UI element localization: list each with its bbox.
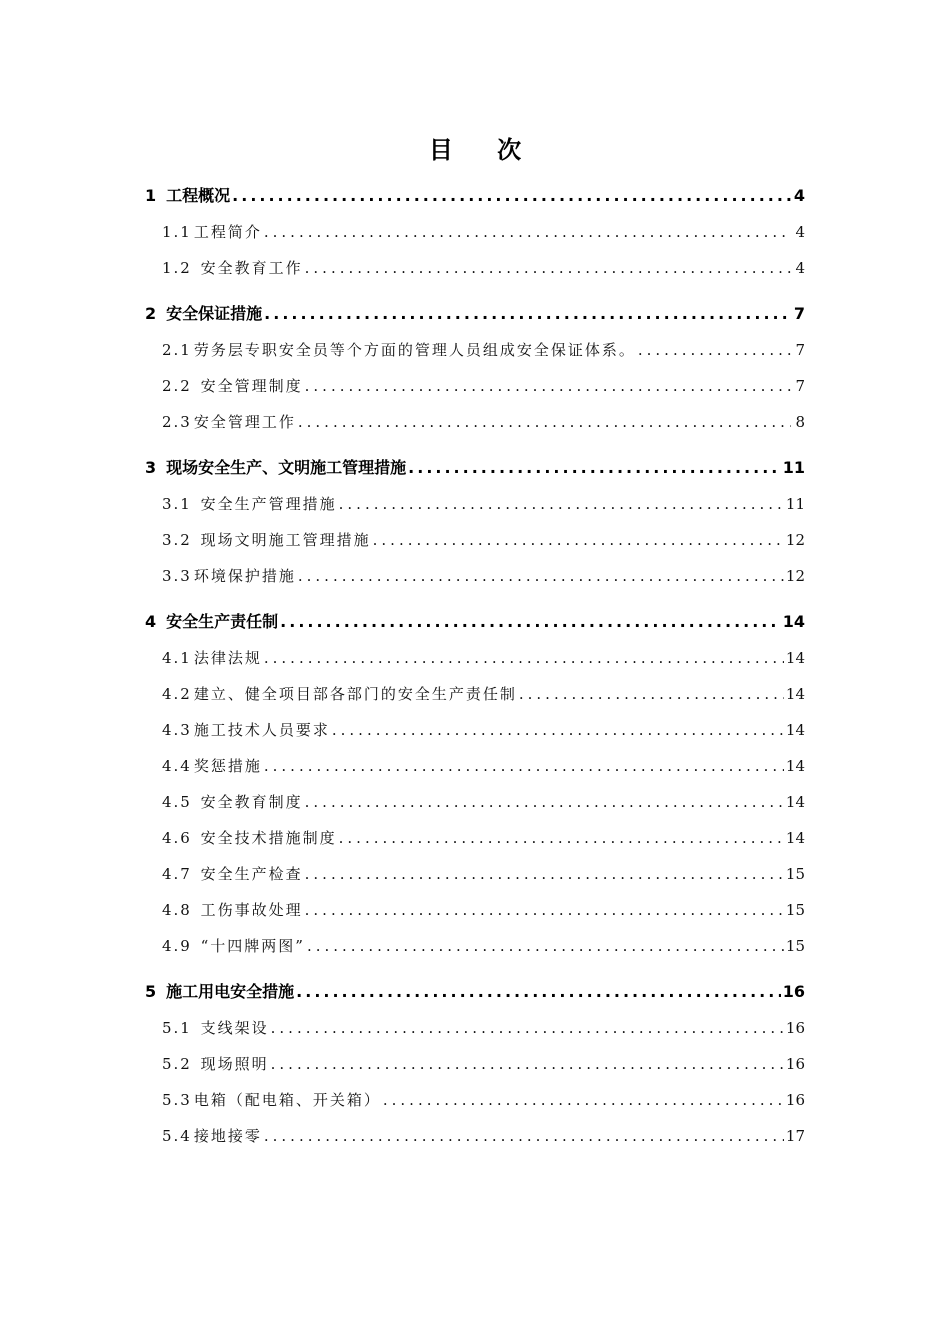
toc-page-number: 7 — [795, 377, 805, 395]
toc-section-entry[interactable] — [145, 214, 805, 250]
toc-page-number: 16 — [782, 982, 805, 1001]
toc-entry-label — [162, 856, 303, 892]
toc-leader-dots — [373, 522, 784, 558]
toc-leader-dots — [280, 604, 781, 640]
toc-entry-number: 4 — [145, 612, 157, 631]
toc-entry-text: “十四牌两图” — [193, 937, 305, 955]
toc-entry-label — [162, 1118, 262, 1154]
toc-page-number: 8 — [795, 413, 805, 431]
toc-entry-label — [162, 368, 303, 404]
toc-entry-number: 5.2 — [162, 1055, 192, 1073]
toc-page-number: 7 — [795, 341, 805, 359]
toc-section-entry[interactable] — [145, 892, 805, 928]
toc-page-number: 16 — [785, 1019, 805, 1037]
toc-entry-number: 4.7 — [162, 865, 192, 883]
toc-page-number: 4 — [793, 186, 805, 205]
toc-entry-text: 安全管理工作 — [193, 413, 296, 431]
toc-section-entry[interactable] — [145, 1046, 805, 1082]
toc-entry-text: 安全教育工作 — [193, 259, 303, 277]
toc-page-number: 14 — [785, 757, 805, 775]
toc-entry-label — [162, 820, 337, 856]
toc-page-number: 15 — [785, 865, 805, 883]
toc-page-number: 11 — [785, 495, 805, 513]
toc-entry-number: 1 — [145, 186, 157, 205]
toc-leader-dots — [264, 640, 784, 676]
toc-entry-number: 2 — [145, 304, 157, 323]
toc-leader-dots — [305, 784, 784, 820]
toc-entry-text: 施工用电安全措施 — [166, 982, 295, 1001]
toc-leader-dots — [264, 214, 791, 250]
toc-entry-label — [162, 892, 303, 928]
toc-entry-number: 4.5 — [162, 793, 192, 811]
toc-page-number: 15 — [785, 937, 805, 955]
toc-entry-text: 奖惩措施 — [193, 757, 262, 775]
toc-entry-label — [162, 676, 517, 712]
toc-entry-label — [162, 332, 636, 368]
toc-leader-dots — [264, 1118, 784, 1154]
toc-entry-label — [162, 558, 296, 594]
toc-section-entry[interactable] — [145, 522, 805, 558]
toc-section-entry[interactable] — [145, 856, 805, 892]
toc-entry-number: 4.9 — [162, 937, 192, 955]
toc-leader-dots — [339, 486, 784, 522]
toc-section-entry[interactable] — [145, 250, 805, 286]
toc-entry-text: 施工技术人员要求 — [193, 721, 330, 739]
toc-page-number: 4 — [795, 259, 805, 277]
toc-page-number: 16 — [785, 1055, 805, 1073]
toc-page-number: 14 — [785, 685, 805, 703]
toc-entry-number: 4.1 — [162, 649, 192, 667]
toc-page-number: 14 — [785, 793, 805, 811]
toc-entry-number: 1.2 — [162, 259, 192, 277]
toc-entry-text: 安全技术措施制度 — [193, 829, 337, 847]
toc-entry-text: 支线架设 — [193, 1019, 269, 1037]
toc-section-entry[interactable] — [145, 558, 805, 594]
toc-leader-dots — [305, 250, 791, 286]
toc-entry-number: 2.1 — [162, 341, 192, 359]
toc-entry-label — [162, 250, 303, 286]
toc-section-entry[interactable] — [145, 332, 805, 368]
toc-leader-dots — [298, 404, 791, 440]
toc-section-entry[interactable] — [145, 712, 805, 748]
toc-leader-dots — [339, 820, 784, 856]
toc-entry-text: 安全保证措施 — [166, 304, 263, 323]
toc-entry-number: 2.2 — [162, 377, 192, 395]
toc-chapter-entry[interactable] — [145, 178, 805, 214]
toc-entry-number: 4.2 — [162, 685, 192, 703]
toc-leader-dots — [305, 892, 784, 928]
toc-leader-dots — [305, 856, 784, 892]
toc-leader-dots — [408, 450, 781, 486]
toc-entry-text: 电箱（配电箱、开关箱） — [193, 1091, 381, 1109]
toc-entry-label — [162, 1082, 381, 1118]
toc-leader-dots — [383, 1082, 784, 1118]
toc-page-number: 12 — [785, 567, 805, 585]
toc-section-entry[interactable] — [145, 1010, 805, 1046]
toc-entry-number: 5.3 — [162, 1091, 192, 1109]
toc-entry-text: 安全生产管理措施 — [193, 495, 337, 513]
toc-page-number: 14 — [785, 829, 805, 847]
toc-entry-number: 3.2 — [162, 531, 192, 549]
toc-section-entry[interactable] — [145, 784, 805, 820]
toc-entry-number: 5.1 — [162, 1019, 192, 1037]
toc-entry-text: 劳务层专职安全员等个方面的管理人员组成安全保证体系。 — [193, 341, 636, 359]
toc-page-number: 11 — [782, 458, 805, 477]
toc-entry-label — [162, 748, 262, 784]
toc-leader-dots — [298, 558, 784, 594]
toc-entry-text: 工程概况 — [166, 186, 231, 205]
toc-entry-label — [145, 604, 278, 640]
toc-entry-label — [162, 522, 371, 558]
toc-leader-dots — [296, 974, 781, 1010]
toc-entry-label — [145, 296, 262, 332]
toc-entry-label — [162, 1046, 269, 1082]
toc-leader-dots — [305, 368, 791, 404]
toc-leader-dots — [232, 178, 791, 214]
toc-section-entry[interactable] — [145, 748, 805, 784]
toc-entry-label — [162, 928, 305, 964]
toc-chapter-entry[interactable] — [145, 604, 805, 640]
toc-page-number: 16 — [785, 1091, 805, 1109]
toc-chapter-entry[interactable] — [145, 450, 805, 486]
toc-entry-label — [162, 1010, 269, 1046]
toc-entry-label — [162, 214, 262, 250]
toc-entry-text: 现场文明施工管理措施 — [193, 531, 371, 549]
toc-entry-text: 安全教育制度 — [193, 793, 303, 811]
toc-page-number: 14 — [785, 649, 805, 667]
toc-entry-text: 接地接零 — [193, 1127, 262, 1145]
toc-chapter-entry[interactable] — [145, 974, 805, 1010]
toc-section-entry[interactable] — [145, 640, 805, 676]
toc-entry-label — [162, 712, 330, 748]
toc-entry-number: 4.6 — [162, 829, 192, 847]
toc-leader-dots — [264, 748, 784, 784]
toc-entry-label — [162, 640, 262, 676]
toc-entry-label — [162, 404, 296, 440]
toc-leader-dots — [638, 332, 791, 368]
toc-entry-label — [145, 450, 406, 486]
toc-section-entry[interactable] — [145, 404, 805, 440]
toc-entry-number: 5.4 — [162, 1127, 192, 1145]
toc-entry-number: 3.3 — [162, 567, 192, 585]
toc-page-number: 15 — [785, 901, 805, 919]
toc-entry-label — [162, 486, 337, 522]
toc-page-number: 14 — [785, 721, 805, 739]
toc-section-entry[interactable] — [145, 820, 805, 856]
toc-entry-label — [145, 974, 294, 1010]
toc-entry-number: 3.1 — [162, 495, 192, 513]
toc-leader-dots — [271, 1046, 784, 1082]
toc-entry-number: 2.3 — [162, 413, 192, 431]
toc-entry-label — [162, 784, 303, 820]
toc-entry-text: 法律法规 — [193, 649, 262, 667]
toc-chapter-entry[interactable] — [145, 296, 805, 332]
toc-entry-text: 安全生产检查 — [193, 865, 303, 883]
toc-entry-number: 4.3 — [162, 721, 192, 739]
toc-section-entry[interactable] — [145, 486, 805, 522]
toc-leader-dots — [519, 676, 784, 712]
toc-page-number: 17 — [785, 1127, 805, 1145]
toc-leader-dots — [307, 928, 784, 964]
toc-entry-number: 5 — [145, 982, 157, 1001]
toc-entry-text: 现场照明 — [193, 1055, 269, 1073]
toc-section-entry[interactable] — [145, 368, 805, 404]
toc-entry-text: 安全管理制度 — [193, 377, 303, 395]
toc-leader-dots — [332, 712, 784, 748]
toc-entry-text: 工伤事故处理 — [193, 901, 303, 919]
toc-leader-dots — [271, 1010, 784, 1046]
toc-title: 目 次 — [428, 136, 540, 164]
toc-section-entry[interactable] — [145, 1118, 805, 1154]
toc-page-number: 12 — [785, 531, 805, 549]
toc-page-number: 7 — [793, 304, 805, 323]
table-of-contents — [145, 178, 805, 1154]
toc-entry-text: 工程简介 — [193, 223, 262, 241]
toc-page-number: 4 — [795, 223, 805, 241]
toc-entry-label — [145, 178, 230, 214]
toc-entry-number: 4.8 — [162, 901, 192, 919]
toc-section-entry[interactable] — [145, 1082, 805, 1118]
toc-page-number: 14 — [782, 612, 805, 631]
toc-entry-text: 建立、健全项目部各部门的安全生产责任制 — [193, 685, 517, 703]
toc-entry-number: 3 — [145, 458, 157, 477]
toc-section-entry[interactable] — [145, 928, 805, 964]
toc-leader-dots — [264, 296, 791, 332]
toc-entry-text: 现场安全生产、文明施工管理措施 — [166, 458, 407, 477]
toc-entry-text: 安全生产责任制 — [166, 612, 279, 631]
toc-entry-number: 1.1 — [162, 223, 192, 241]
toc-entry-number: 4.4 — [162, 757, 192, 775]
toc-section-entry[interactable] — [145, 676, 805, 712]
toc-entry-text: 环境保护措施 — [193, 567, 296, 585]
